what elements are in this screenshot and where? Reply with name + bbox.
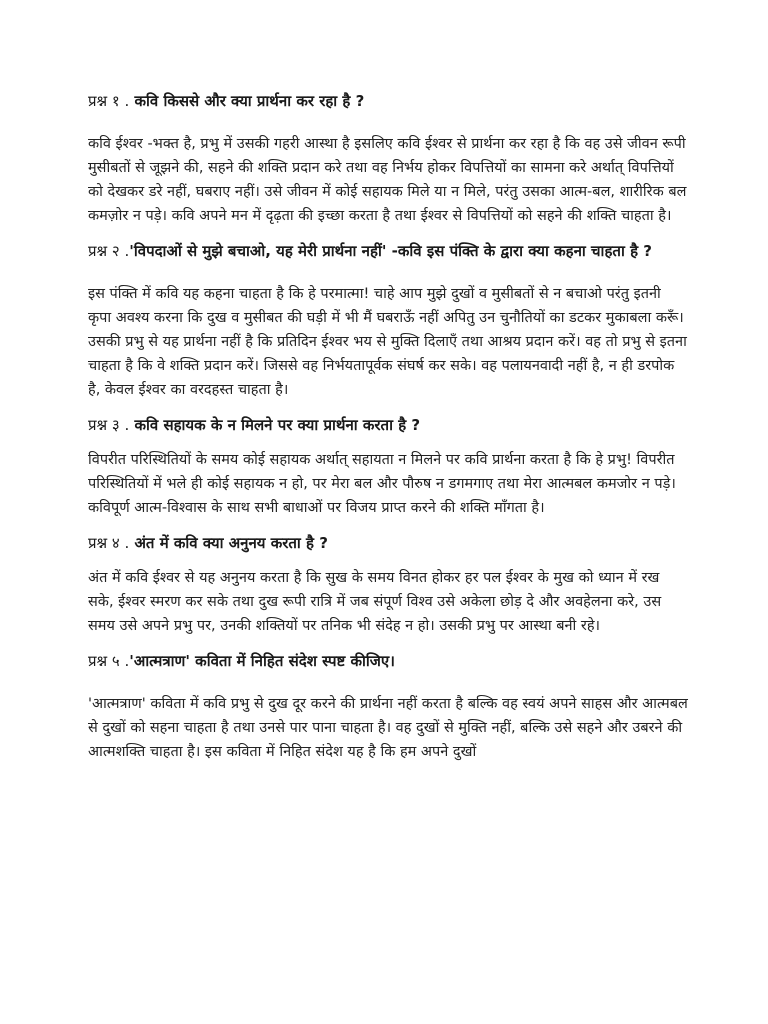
question-text: 'विपदाओं से मुझे बचाओ, यह मेरी प्रार्थना नहीं' -कवि इस पंक्ति के द्वारा क्या कहना चाहता है ?: [129, 242, 652, 260]
question-number: प्रश्न २ .: [88, 242, 130, 260]
question-heading: [88, 530, 688, 556]
question-number: प्रश्न १ .: [88, 92, 130, 110]
answer-paragraph: 'आत्मत्राण' कविता में कवि प्रभु से दुख दूर करने की प्रार्थना नहीं करता है बल्कि वह स्वयं अपने साहस और आत्मबल से दुखों को सहना चाहता है तथा उनसे पार पाना चाहता है। वह दुखों से मुक्ति नहीं, बल्कि उसे सहने और उबरने की आत्मशक्ति चाहता है। इस कविता में निहित संदेश यह है कि हम अपने दुखों: [88, 696, 688, 760]
question-heading: [88, 648, 688, 674]
answer-paragraph: इस पंक्ति में कवि यह कहना चाहता है कि हे परमात्मा! चाहे आप मुझे दुखों व मुसीबतों से न बचाओ परंतु इतनी कृपा अवश्य करना कि दुख व मुसीबत की घड़ी में भी मैं घबराऊँ नहीं अपितु उन चुनौतियों का डटकर मुकाबला करूँ। उसकी प्रभु से यह प्रार्थना नहीं है कि प्रतिदिन ईश्वर भय से मुक्ति दिलाएँ तथा आश्रय प्रदान करें। वह तो प्रभु से इतना चाहता है कि वे शक्ति प्रदान करें। जिससे वह निर्भयतापूर्वक संघर्ष कर सके। वह पलायनवादी नहीं है, न ही डरपोक है, केवल ईश्वर का वरदहस्त चाहता है।: [88, 286, 687, 398]
question-heading: [88, 238, 688, 264]
answer-paragraph: कवि ईश्वर -भक्त है, प्रभु में उसकी गहरी आस्था है इसलिए कवि ईश्वर से प्रार्थना कर रहा है कि वह उसे जीवन रूपी मुसीबतों से जूझने की, सहने की शक्ति प्रदान करे तथा वह निर्भय होकर विपत्तियों का सामना करे अर्थात् विपत्तियों को देखकर डरे नहीं, घबराए नहीं। उसे जीवन में कोई सहायक मिले या न मिले, परंतु उसका आत्म-बल, शारीरिक बल कमज़ोर न पड़े। कवि अपने मन में दृढ़ता की इच्छा करता है तथा ईश्वर से विपत्तियों को सहने की शक्ति चाहता है।: [88, 136, 687, 224]
question-number: प्रश्न ४ .: [88, 534, 130, 552]
document-page: [88, 88, 688, 764]
answer-paragraph: अंत में कवि ईश्वर से यह अनुनय करता है कि सुख के समय विनत होकर हर पल ईश्वर के मुख को ध्यान में रख सके, ईश्वर स्मरण कर सके तथा दुख रूपी रात्रि में जब संपूर्ण विश्व उसे अकेला छोड़ दे और अवहेलना करे, उस समय उसे अपने प्रभु पर, उनकी शक्तियों पर तनिक भी संदेह न हो। उसकी प्रभु पर आस्था बनी रहे।: [88, 570, 662, 634]
question-text: 'आत्मत्राण' कविता में निहित संदेश स्पष्ट कीजिए।: [129, 652, 395, 670]
question-text: कवि किससे और क्या प्रार्थना कर रहा है ?: [129, 92, 365, 110]
question-number: प्रश्न ५ .: [88, 652, 130, 670]
question-heading: [88, 412, 688, 438]
answer-paragraph: विपरीत परिस्थितियों के समय कोई सहायक अर्थात् सहायता न मिलने पर कवि प्रार्थना करता है कि हे प्रभु! विपरीत परिस्थितियों में भले ही कोई सहायक न हो, पर मेरा बल और पौरुष न डगमगाए तथा मेरा आत्मबल कमजोर न पड़े। कविपूर्ण आत्म-विश्वास के साथ सभी बाधाओं पर विजय प्राप्त करने की शक्ति माँगता है।: [88, 452, 676, 516]
question-number: प्रश्न ३ .: [88, 416, 130, 434]
question-text: अंत में कवि क्या अनुनय करता है ?: [129, 534, 328, 552]
question-text: कवि सहायक के न मिलने पर क्या प्रार्थना करता है ?: [129, 416, 421, 434]
question-heading: [88, 88, 688, 114]
